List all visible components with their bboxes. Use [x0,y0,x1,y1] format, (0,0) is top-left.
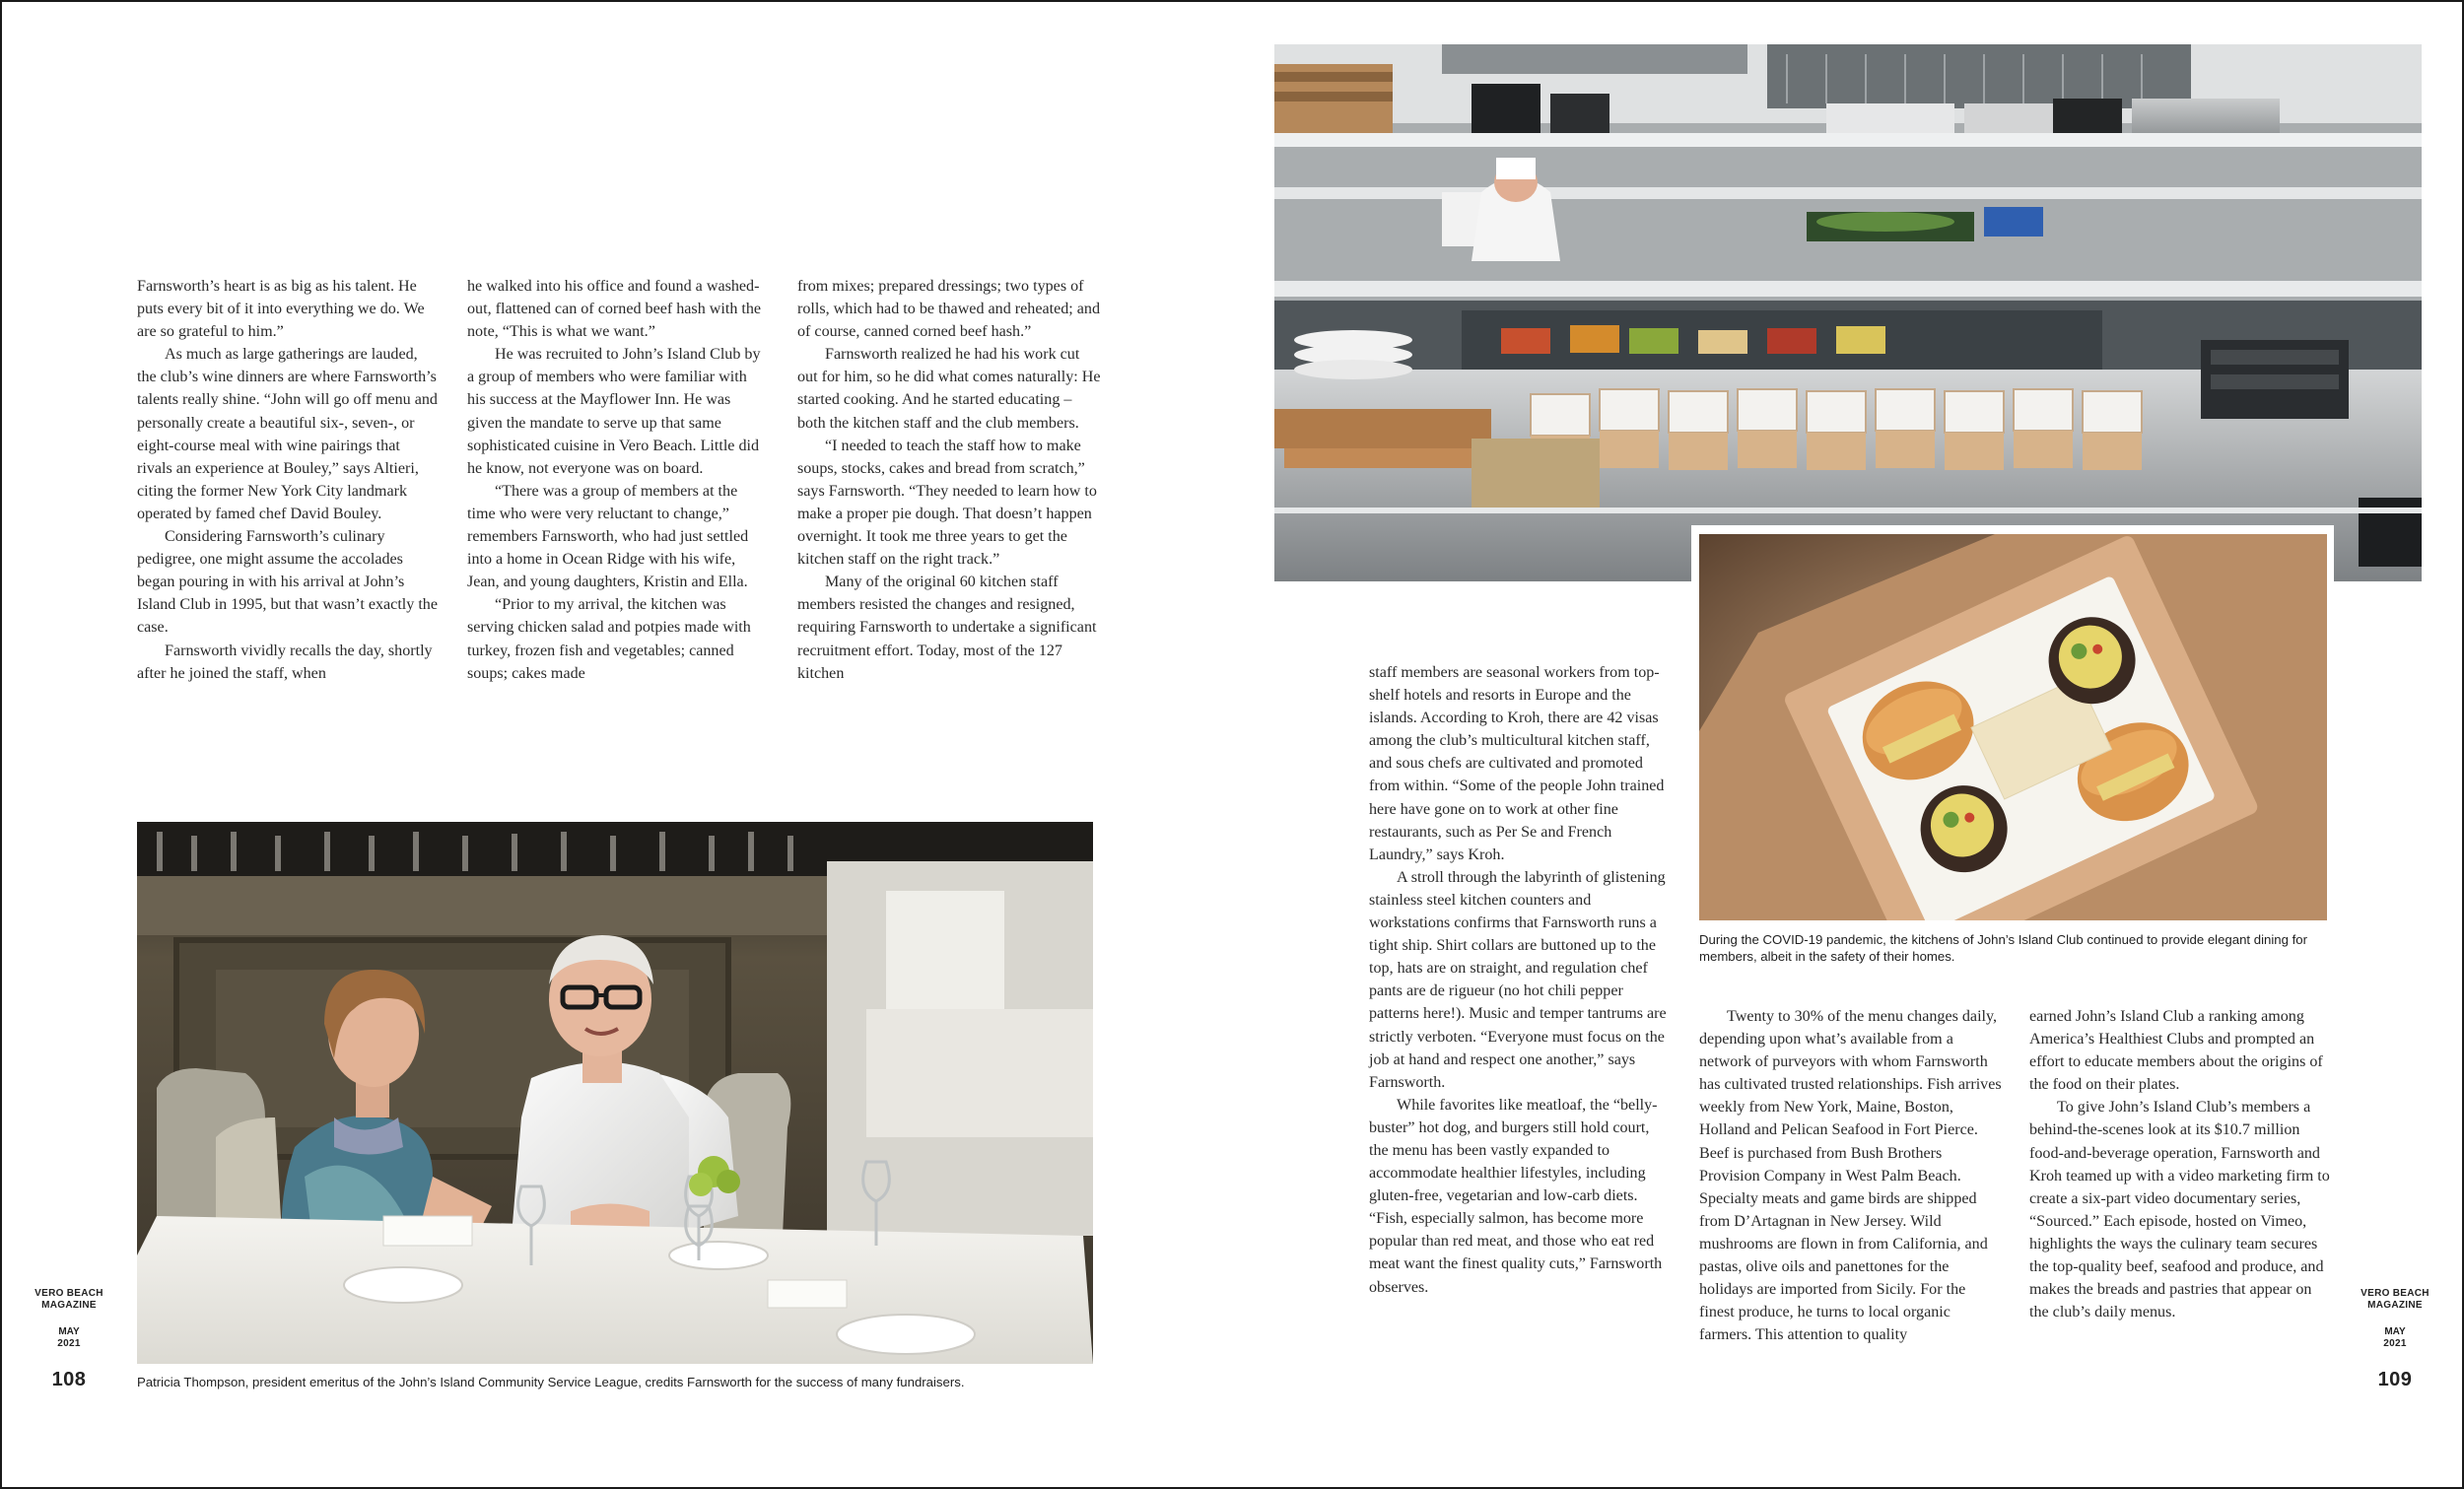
page-number: 108 [51,1369,87,1390]
article-paragraph: Considering Farnsworth’s culinary pedigree, one might assume the accolades began pouring in with his arrival at John’s Island Club in 1995, but that wasn’t exactly the case. [137,528,438,637]
left-photo-caption: Patricia Thompson, president emeritus of the John’s Island Community Service League, credits Farnsworth for the success of many fundraisers. [137,1375,965,1389]
article-column-left-2 [467,275,769,685]
boxed-meal-photo-frame [1691,525,2334,923]
article-paragraph: from mixes; prepared dressings; two types of rolls, which had to be thawed and reheated; and of course, canned corned beef hash.” [797,278,1101,341]
boxed-meal-photo [1699,534,2327,920]
article-paragraph: earned John’s Island Club a ranking among America’s Healthiest Clubs and prompted an effort to educate members about the origins of the food on their plates. [2029,1008,2323,1094]
folio-year: 2021 [2383,1337,2407,1349]
article-paragraph: Twenty to 30% of the menu changes daily, depending upon what’s available from a network of purveyors with whom Farnsworth has cultivated trusted relationships. Fish arrives weekly from New York, Maine, Boston, Holland and Pelican Seafood in Fort Pierce. Beef is purchased from Bush Brothers Provision Company in West Palm Beach. Specialty meats and game birds are shipped from D’Artagnan in New Jersey. Wild mushrooms are flown in from California, and pastas, olive oils and panettones for the holidays are imported from Sicily. For the finest produce, he turns to local organic farmers. This attention to quality [1699,1008,2002,1344]
article-paragraph: Farnsworth realized he had his work cut out for him, so he did what comes naturally: He started cooking. And he started educating – both the kitchen staff and the club members. [797,346,1101,432]
folio-right [2361,1288,2430,1391]
article-paragraph: “There was a group of members at the time who were very reluctant to change,” remembers Farnsworth, who had just settled into a home in Ocean Ridge with his wife, Jean, and young daughters, Kristin and Ella. [467,482,749,591]
kitchen-photo [1274,44,2422,581]
article-paragraph: To give John’s Island Club’s members a behind-the-scenes look at its $10.7 million food-and-beverage operation, Farnsworth and Kroh teamed up with a video marketing firm to create a six-part video documentary series, “Sourced.” Each episode, hosted on Vimeo, highlights the ways the culinary team secures the top-quality beef, seafood and produce, and makes the breads and pastries that appear on the club’s daily menus. [2029,1099,2330,1321]
folio-left [34,1288,103,1391]
article-column-right-2 [1699,1005,2003,1346]
article-column-right-3 [2029,1005,2333,1323]
article-paragraph: “I needed to teach the staff how to make soups, stocks, cakes and bread from scratch,” says Farnsworth. “They needed to learn how to make a proper pie dough. That doesn’t happen overnight. It took me three years to get the kitchen staff on the right track.” [797,437,1097,569]
article-paragraph: As much as large gatherings are lauded, the club’s wine dinners are where Farnsworth’s talents really shine. “John will go off menu and personally create a beautiful six-, seven-, or eight-course meal with wine pairings that rivals an experience at Bouley,” says Altieri, citing the former New York City landmark operated by famed chef David Bouley. [137,346,438,522]
article-paragraph: Farnsworth’s heart is as big as his talent. He puts every bit of it into everything we do. We are so grateful to him.” [137,278,425,341]
folio-month: MAY [2384,1326,2406,1337]
article-paragraph: he walked into his office and found a washed-out, flattened can of corned beef hash with the note, “This is what we want.” [467,278,762,341]
dining-room-portrait-photo [137,822,1093,1364]
article-column-right-1 [1369,661,1673,1299]
page-number: 109 [2377,1369,2413,1390]
article-paragraph: Many of the original 60 kitchen staff members resisted the changes and resigned, requiring Farnsworth to undertake a significant recruitment effort. Today, most of the 127 kitchen [797,574,1097,682]
article-paragraph: He was recruited to John’s Island Club by a group of members who were familiar with his success at the Mayflower Inn. He was given the mandate to serve up that same sophisticated cuisine in Vero Beach. Little did he know, not everyone was on board. [467,346,761,477]
article-paragraph: A stroll through the labyrinth of glistening stainless steel kitchen counters and workstations confirms that Farnsworth runs a tight ship. Shirt collars are buttoned up to the top, hats are on straight, and regulation chef pants are de rigueur (no hot chili pepper patterns here!). Music and temper tantrums are strictly verboten. “Everyone must focus on the job at hand and respect one another,” says Farnsworth. [1369,868,1667,1091]
article-paragraph: “Prior to my arrival, the kitchen was serving chicken salad and potpies made with turkey, frozen fish and vegetables; canned soups; cakes made [467,596,751,682]
article-paragraph: While favorites like meatloaf, the “belly-buster” hot dog, and burgers still hold court, the menu has been vastly expanded to accommodate healthier lifestyles, including gluten-free, vegetarian and low-carb diets. “Fish, especially salmon, has become more popular than red meat, and those who eat red meat want the finest quality cuts,” Farnsworth observes. [1369,1096,1663,1296]
article-column-left-1 [137,275,439,685]
folio-magazine-name: VERO BEACH MAGAZINE [34,1288,103,1311]
article-column-left-3 [797,275,1103,685]
article-paragraph: Farnsworth vividly recalls the day, shortly after he joined the staff, when [137,642,433,682]
folio-magazine-name: VERO BEACH MAGAZINE [2361,1288,2430,1311]
article-paragraph: staff members are seasonal workers from top-shelf hotels and resorts in Europe and the islands. According to Kroh, there are 42 visas among the club’s multicultural kitchen staff, and sous chefs are cultivated and promoted from within. “Some of the people John trained here have gone on to work at other fine restaurants, such as Per Se and French Laundry,” says Kroh. [1369,664,1665,863]
right-photo-caption: During the COVID-19 pandemic, the kitchens of John’s Island Club continued to provide elegant dining for members, albeit in the safety of their homes. [1699,932,2308,964]
folio-year: 2021 [57,1337,81,1349]
folio-month: MAY [58,1326,80,1337]
